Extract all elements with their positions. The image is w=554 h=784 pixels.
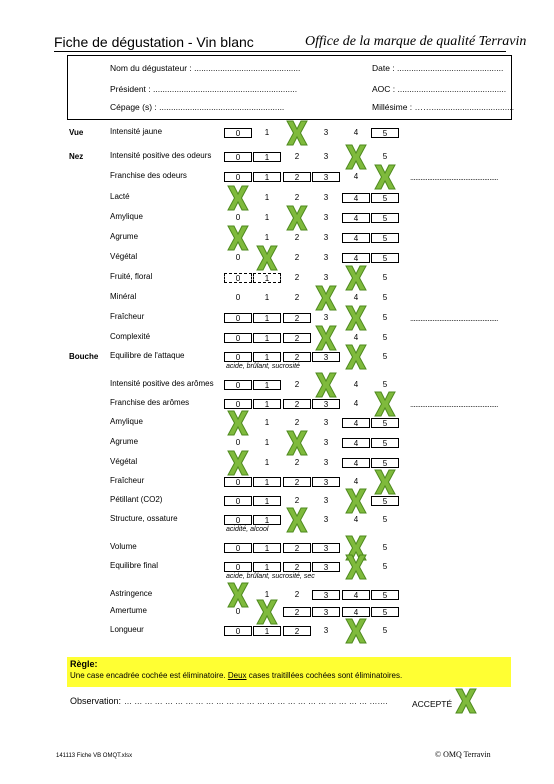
check-mark[interactable]: [345, 488, 367, 514]
title-rule: [54, 51, 506, 52]
score-cell[interactable]: 0: [224, 313, 252, 323]
score-cell[interactable]: 0: [224, 562, 252, 572]
score-cell[interactable]: 4: [342, 590, 370, 600]
score-cell[interactable]: 2: [283, 543, 311, 553]
score-cell[interactable]: 5: [371, 438, 399, 448]
score-cell[interactable]: 3: [323, 152, 329, 161]
score-cell[interactable]: 3: [312, 352, 340, 362]
score-cell[interactable]: 1: [264, 438, 270, 447]
criterion-label: Intensité positive des odeurs: [110, 151, 212, 160]
criterion-label: Agrume: [110, 232, 139, 241]
score-cell[interactable]: 1: [264, 458, 270, 467]
score-cell[interactable]: 5: [371, 418, 399, 428]
score-cell[interactable]: 5: [371, 233, 399, 243]
check-mark[interactable]: [227, 450, 249, 476]
section-label: Nez: [69, 152, 84, 161]
score-cell[interactable]: 3: [323, 128, 329, 137]
score-cell[interactable]: 5: [382, 333, 388, 342]
score-cell[interactable]: 4: [353, 293, 359, 302]
score-cell[interactable]: 4: [353, 172, 359, 181]
score-cell[interactable]: 0: [224, 333, 252, 343]
score-cell[interactable]: 4: [342, 418, 370, 428]
score-cell[interactable]: 0: [224, 626, 252, 636]
score-cell[interactable]: 0: [224, 172, 252, 182]
score-cell[interactable]: 3: [323, 515, 329, 524]
score-cell[interactable]: 0: [224, 477, 252, 487]
score-cell[interactable]: 5: [371, 607, 399, 617]
criterion-hint: acide, brûlant, sucrosité: [226, 363, 300, 370]
score-cell[interactable]: 1: [253, 515, 281, 525]
score-cell[interactable]: 3: [323, 418, 329, 427]
score-cell[interactable]: 3: [323, 193, 329, 202]
check-mark[interactable]: [227, 185, 249, 211]
criterion-label: Volume: [110, 542, 137, 551]
criterion-label: Fraîcheur: [110, 476, 145, 485]
score-cell[interactable]: 5: [371, 213, 399, 223]
score-cell[interactable]: 2: [283, 477, 311, 487]
comment-field[interactable]: ...................................................: [410, 400, 498, 409]
score-cell[interactable]: 2: [283, 626, 311, 636]
criterion-hint: acide, brûlant, sucrosité, sec: [226, 573, 315, 580]
criterion-label: Végétal: [110, 252, 138, 261]
criterion-label: Franchise des arômes: [110, 398, 190, 407]
score-cell[interactable]: 3: [312, 607, 340, 617]
criterion-label: Complexité: [110, 332, 151, 341]
score-cell[interactable]: 3: [312, 562, 340, 572]
score-cell[interactable]: 2: [294, 193, 300, 202]
score-cell[interactable]: 2: [294, 253, 300, 262]
check-mark[interactable]: [256, 599, 278, 625]
score-cell[interactable]: 3: [323, 253, 329, 262]
criterion-hint: acidité, alcool: [226, 526, 269, 533]
score-cell[interactable]: 0: [224, 515, 252, 525]
score-cell[interactable]: 2: [283, 399, 311, 409]
score-cell[interactable]: 3: [323, 313, 329, 322]
score-cell[interactable]: 0: [224, 380, 252, 390]
criterion-label: Longueur: [110, 625, 144, 634]
criterion-label: Intensité positive des arômes: [110, 379, 214, 388]
footer-filename: 141113 Fiche VB OMQT.xlsx: [56, 753, 133, 759]
check-mark[interactable]: [374, 164, 396, 190]
score-cell[interactable]: 3: [312, 172, 340, 182]
score-cell[interactable]: 5: [382, 152, 388, 161]
score-cell[interactable]: 1: [253, 562, 281, 572]
score-cell[interactable]: 0: [224, 496, 252, 506]
header-field[interactable]: Nom du dégustateur : .............................................: [110, 63, 301, 73]
header-field[interactable]: Date : .............................................: [372, 63, 504, 73]
score-cell[interactable]: 3: [312, 590, 340, 600]
score-cell[interactable]: 2: [283, 313, 311, 323]
score-cell[interactable]: 4: [353, 477, 359, 486]
score-cell[interactable]: 4: [342, 233, 370, 243]
check-mark[interactable]: [345, 265, 367, 291]
score-cell[interactable]: 0: [235, 253, 241, 262]
score-cell[interactable]: 2: [294, 233, 300, 242]
score-cell[interactable]: 1: [253, 352, 281, 362]
score-cell[interactable]: 1: [253, 273, 281, 283]
score-cell[interactable]: 1: [253, 543, 281, 553]
score-cell[interactable]: 2: [294, 458, 300, 467]
criterion-label: Equilibre final: [110, 561, 159, 570]
check-mark[interactable]: [227, 582, 249, 608]
score-cell[interactable]: 5: [382, 515, 388, 524]
score-cell[interactable]: 5: [371, 193, 399, 203]
check-mark[interactable]: [286, 120, 308, 146]
criterion-label: Astringence: [110, 589, 153, 598]
check-mark[interactable]: [227, 410, 249, 436]
accept-check-mark[interactable]: [455, 688, 477, 714]
header-field[interactable]: AOC : ..............................................: [372, 84, 507, 94]
score-cell[interactable]: 1: [253, 399, 281, 409]
check-mark[interactable]: [286, 430, 308, 456]
score-cell[interactable]: 4: [342, 213, 370, 223]
check-mark[interactable]: [345, 618, 367, 644]
check-mark[interactable]: [345, 344, 367, 370]
score-cell[interactable]: 3: [323, 273, 329, 282]
score-cell[interactable]: 5: [371, 128, 399, 138]
score-cell[interactable]: 0: [224, 152, 252, 162]
check-mark[interactable]: [256, 245, 278, 271]
comment-field[interactable]: ...................................................: [410, 173, 498, 182]
criterion-label: Agrume: [110, 437, 139, 446]
criterion-label: Franchise des odeurs: [110, 171, 187, 180]
score-cell[interactable]: 5: [382, 626, 388, 635]
score-cell[interactable]: 3: [323, 458, 329, 467]
accept-label: ACCEPTÉ: [412, 699, 453, 709]
observation-field[interactable]: … … … … … … … … … … … … … … … … … … … … … … … … …….: [124, 697, 388, 706]
score-cell[interactable]: 5: [382, 313, 388, 322]
score-cell[interactable]: 2: [294, 152, 300, 161]
check-mark[interactable]: [227, 225, 249, 251]
score-cell[interactable]: 2: [294, 380, 300, 389]
score-cell[interactable]: 5: [371, 458, 399, 468]
score-cell[interactable]: 1: [264, 213, 270, 222]
header-field[interactable]: Président : .............................................................: [110, 84, 298, 94]
sheet-title: Fiche de dégustation - Vin blanc: [54, 34, 254, 50]
comment-field[interactable]: ...................................................: [410, 314, 498, 323]
score-cell[interactable]: 0: [224, 543, 252, 553]
rule-text: Une case encadrée cochée est éliminatoire. Deux cases traitillées cochées sont éliminatoires.: [70, 671, 403, 680]
score-cell[interactable]: 4: [342, 458, 370, 468]
score-cell[interactable]: 0: [224, 399, 252, 409]
check-mark[interactable]: [286, 507, 308, 533]
criterion-label: Amertume: [110, 606, 147, 615]
score-cell[interactable]: 5: [371, 253, 399, 263]
section-label: Vue: [69, 128, 84, 137]
score-cell[interactable]: 5: [382, 380, 388, 389]
score-cell[interactable]: 0: [224, 128, 252, 138]
score-cell[interactable]: 3: [323, 438, 329, 447]
check-mark[interactable]: [374, 391, 396, 417]
score-cell[interactable]: 2: [294, 496, 300, 505]
score-cell[interactable]: 0: [224, 352, 252, 362]
score-cell[interactable]: 0: [224, 273, 252, 283]
score-cell[interactable]: 2: [294, 273, 300, 282]
score-cell[interactable]: 2: [283, 352, 311, 362]
score-cell[interactable]: 4: [342, 193, 370, 203]
score-cell[interactable]: 1: [264, 293, 270, 302]
score-cell[interactable]: 3: [323, 213, 329, 222]
score-cell[interactable]: 1: [264, 233, 270, 242]
score-cell[interactable]: 2: [294, 590, 300, 599]
score-cell[interactable]: 1: [253, 477, 281, 487]
score-cell[interactable]: 1: [253, 333, 281, 343]
score-cell[interactable]: 3: [323, 233, 329, 242]
score-cell[interactable]: 3: [312, 399, 340, 409]
check-mark[interactable]: [286, 205, 308, 231]
score-cell[interactable]: 0: [235, 438, 241, 447]
check-mark[interactable]: [345, 305, 367, 331]
score-cell[interactable]: 5: [382, 352, 388, 361]
check-mark[interactable]: [315, 372, 337, 398]
score-cell[interactable]: 5: [371, 496, 399, 506]
score-cell[interactable]: 5: [382, 562, 388, 571]
criterion-label: Amylique: [110, 417, 143, 426]
criterion-label: Végétal: [110, 457, 138, 466]
score-cell[interactable]: 1: [264, 128, 270, 137]
observation-label: Observation:: [70, 696, 122, 706]
criterion-label: Pétillant (CO2): [110, 495, 163, 504]
score-cell[interactable]: 5: [382, 273, 388, 282]
score-cell[interactable]: 5: [382, 293, 388, 302]
score-cell[interactable]: 4: [353, 333, 359, 342]
score-cell[interactable]: 1: [253, 313, 281, 323]
check-mark[interactable]: [315, 325, 337, 351]
score-cell[interactable]: 1: [253, 172, 281, 182]
score-cell[interactable]: 3: [312, 477, 340, 487]
score-cell[interactable]: 3: [323, 626, 329, 635]
rule-title: Règle:: [70, 659, 98, 669]
score-cell[interactable]: 1: [253, 380, 281, 390]
header-field[interactable]: Cépage (s) : .....................................................: [110, 102, 285, 112]
criterion-label: Lacté: [110, 192, 130, 201]
score-cell[interactable]: 0: [235, 607, 241, 616]
score-cell[interactable]: 2: [283, 333, 311, 343]
score-cell[interactable]: 4: [342, 438, 370, 448]
criterion-label: Amylique: [110, 212, 143, 221]
score-cell[interactable]: 3: [323, 496, 329, 505]
header-field[interactable]: Millésime : ……...................................: [372, 102, 515, 112]
office-name: Office de la marque de qualité Terravin: [305, 34, 527, 49]
score-cell[interactable]: 0: [235, 293, 241, 302]
criterion-label: Intensité jaune: [110, 127, 163, 136]
score-cell[interactable]: 3: [312, 543, 340, 553]
score-cell[interactable]: 2: [294, 293, 300, 302]
score-cell[interactable]: 1: [253, 152, 281, 162]
score-cell[interactable]: 2: [283, 172, 311, 182]
score-cell[interactable]: 5: [371, 590, 399, 600]
score-cell[interactable]: 4: [353, 399, 359, 408]
check-mark[interactable]: [374, 469, 396, 495]
score-cell[interactable]: 1: [253, 626, 281, 636]
footer-copyright: © OMQ Terravin: [435, 750, 491, 759]
score-cell[interactable]: 4: [353, 128, 359, 137]
score-cell[interactable]: 4: [353, 380, 359, 389]
criterion-label: Minéral: [110, 292, 137, 301]
score-cell[interactable]: 2: [283, 562, 311, 572]
score-cell[interactable]: 1: [264, 193, 270, 202]
criterion-label: Fruité, floral: [110, 272, 153, 281]
criterion-label: Structure, ossature: [110, 514, 178, 523]
score-cell[interactable]: 1: [264, 418, 270, 427]
score-cell[interactable]: 4: [342, 607, 370, 617]
criterion-label: Fraîcheur: [110, 312, 145, 321]
score-cell[interactable]: 2: [283, 607, 311, 617]
score-cell[interactable]: 1: [253, 496, 281, 506]
check-mark[interactable]: [345, 144, 367, 170]
score-cell[interactable]: 2: [294, 418, 300, 427]
score-cell[interactable]: 1: [264, 590, 270, 599]
score-cell[interactable]: 4: [342, 253, 370, 263]
check-mark[interactable]: [345, 554, 367, 580]
score-cell[interactable]: 5: [382, 543, 388, 552]
section-label: Bouche: [69, 352, 99, 361]
score-cell[interactable]: 4: [353, 515, 359, 524]
check-mark[interactable]: [315, 285, 337, 311]
score-cell[interactable]: 0: [235, 213, 241, 222]
criterion-label: Equilibre de l'attaque: [110, 351, 185, 360]
